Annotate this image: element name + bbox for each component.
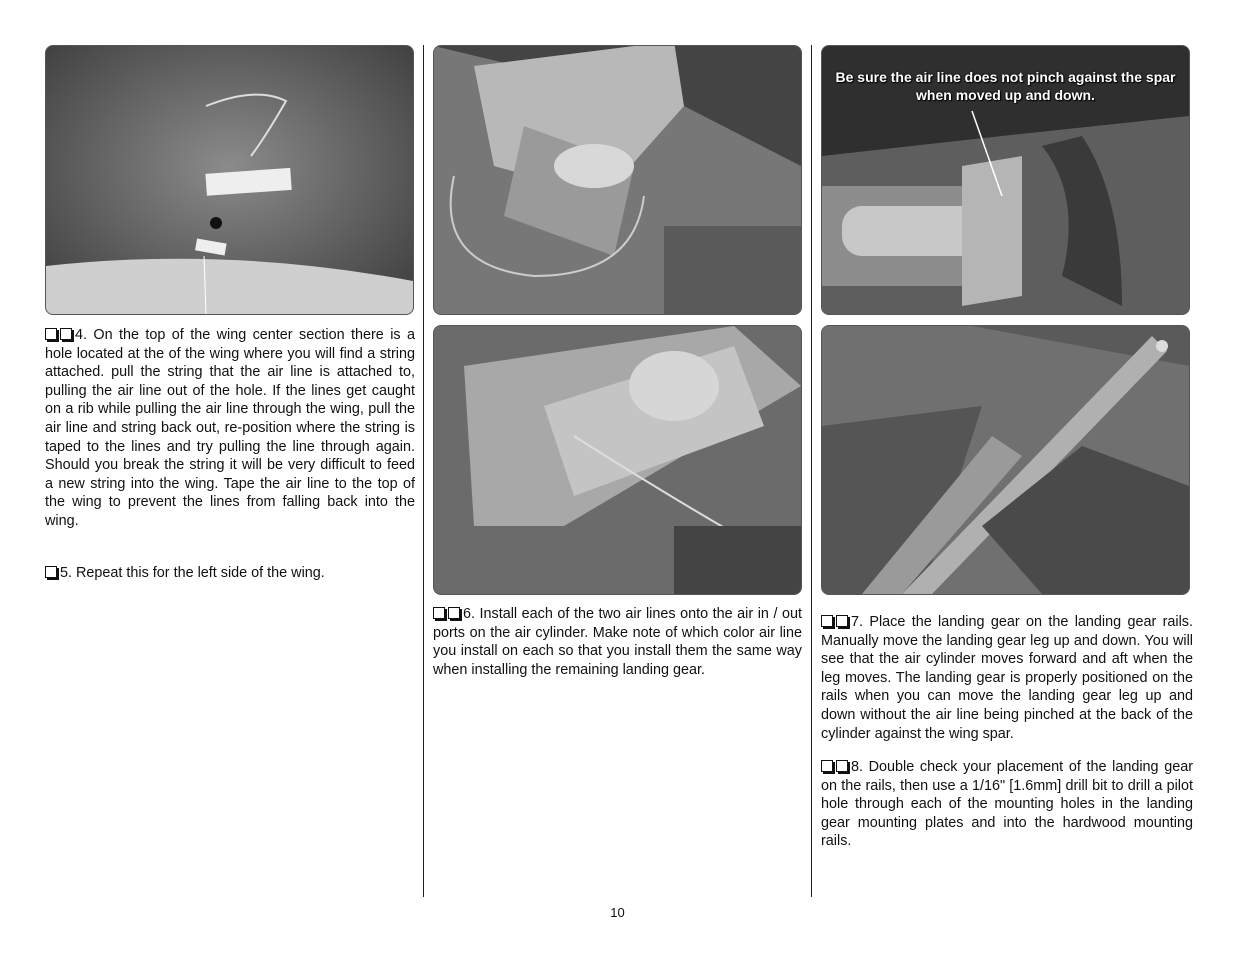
step-5 [45,564,415,583]
checkbox-icon[interactable] [60,328,72,340]
step-7-text: 7. Place the landing gear on the landing gear rails. Manually move the landing gear leg up and down. You will see that the air cylinder moves forward and aft when the leg moves. The landing gear is properly positioned on the rails when you can move the landing gear leg up and down without the air line being pinched at the back of the cylinder against the wing spar. [821,614,1193,742]
step-5-text: 5. Repeat this for the left side of the wing. [60,565,325,581]
step-4 [45,326,415,531]
step-8 [821,758,1193,851]
photo-caption: Be sure the air line does not pinch against the spar when moved up and down. [835,69,1176,103]
column-divider-left [423,45,424,897]
photo-spar-clearance [821,45,1190,315]
column-divider-right [811,45,812,897]
photo-landing-gear-rails [821,325,1190,595]
photo-cylinder-air-line [433,45,802,315]
checkbox-icon[interactable] [821,760,833,772]
photo-air-ports [433,325,802,595]
checkbox-icon[interactable] [448,607,460,619]
checkbox-icon[interactable] [821,615,833,627]
step-6 [433,605,802,679]
checkbox-icon[interactable] [836,615,848,627]
checkbox-icon[interactable] [45,566,57,578]
checkbox-icon[interactable] [433,607,445,619]
step-6-text: 6. Install each of the two air lines onto the air in / out ports on the air cylinder. Make note of which color air line you install on each so that you install them the same way when installing the remaining landing gear. [433,606,802,678]
step-7 [821,613,1193,743]
photo-wing-top-air-line [45,45,414,315]
checkbox-icon[interactable] [45,328,57,340]
step-4-text: 4. On the top of the wing center section there is a hole located at the of the wing where you will find a string attached. pull the string that the air line is attached to, pulling the air line out of the hole. If the lines get caught on a rib while pulling the air line through the wing, pull the air line and string back out, re-position where the string is taped to the lines and try pulling the line through again. Should you break the string it will be very difficult to feed a new string into the wing. Tape the air line to the top of the wing to prevent the lines from falling back into the wing. [45,327,415,529]
step-8-text: 8. Double check your placement of the landing gear on the rails, then use a 1/16" [1.6mm] drill bit to drill a pilot hole through each of the mounting holes in the landing gear mounting plates and into the hardwood mounting rails. [821,759,1193,850]
checkbox-icon[interactable] [836,760,848,772]
page-number: 10 [610,905,625,920]
